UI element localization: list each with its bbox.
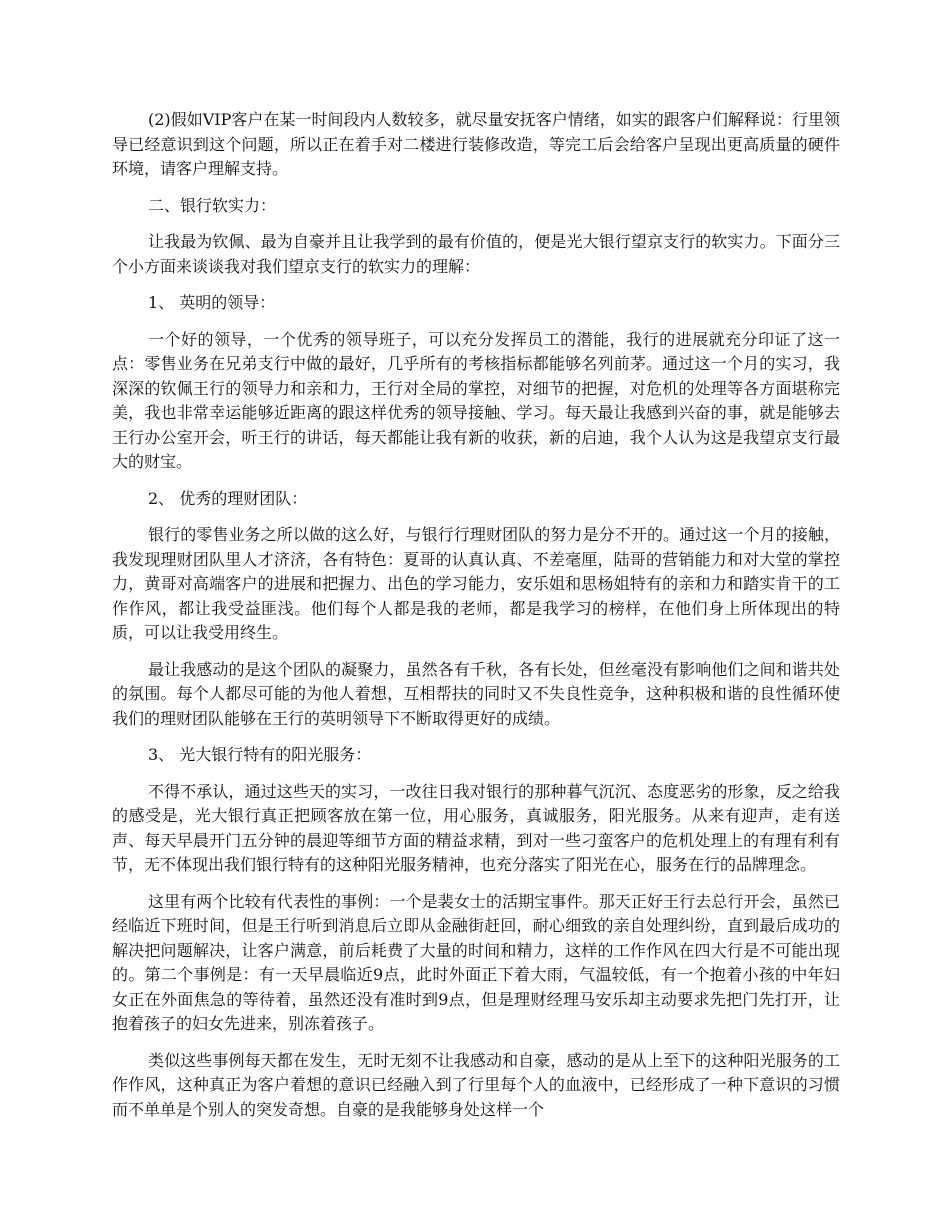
paragraph-sunshine-service: 不得不承认，通过这些天的实习，一改往日我对银行的那种暮气沉沉、态度恶劣的形象，反之给我的感受是，光大银行真正把顾客放在第一位，用心服务，真诚服务，阳光服务。从来有迎声，走有送声、每天早晨开门五分钟的晨迎等细节方面的精益求精，到对一些刁蛮客户的危机处理上的有理有利有节，无不体现出我们银行特有的这种阳光服务精神，也充分落实了阳光在心，服务在行的品牌理念。 bbox=[112, 781, 840, 874]
subheading-finance-team: 2、 优秀的理财团队： bbox=[148, 488, 308, 508]
paragraph-examples: 这里有两个比较有代表性的事例：一个是裴女士的活期宝事件。那天正好王行去总行开会，虽然已经临近下班时间，但是王行听到消息后立即从金融街赶回，耐心细致的亲自处理纠纷，直到最后成功的解决把问题解决，让客户满意，前后耗费了大量的时间和精力，这样的工作作风在四大行是不可能出现的。第二个事例是：有一天早晨临近9点，此时外面正下着大雨，气温较低，有一个抱着小孩的中年妇女正在外面焦急的等待着，虽然还没有准时到9点，但是理财经理马安乐却主动要求先把门先打开，让抱着孩子的妇女先进来，别冻着孩子。 bbox=[112, 891, 840, 1033]
document-page bbox=[112, 108, 840, 1134]
paragraph-team-cohesion: 最让我感动的是这个团队的凝聚力，虽然各有千秋，各有长处，但丝毫没有影响他们之间和谐共处的氛围。每个人都尽可能的为他人着想，互相帮扶的同时又不失良性竞争，这种积极和谐的良性循环使我们的理财团队能够在王行的英明领导下不断取得更好的成绩。 bbox=[112, 659, 840, 728]
section-heading-soft-power: 二、银行软实力： bbox=[148, 195, 277, 215]
paragraph-vip-customers: (2)假如VIP客户在某一时间段内人数较多，就尽量安抚客户情绪，如实的跟客户们解释说：行里领导已经意识到这个问题，所以正在着手对二楼进行装修改造，等完工后会给客户呈现出更高质量的硬件环境，请客户理解支持。 bbox=[112, 110, 840, 178]
subheading-leadership: 1、 英明的领导： bbox=[148, 293, 276, 312]
paragraph-leadership: 一个好的领导，一个优秀的领导班子，可以充分发挥员工的潜能，我行的进展就充分印证了这一点：零售业务在兄弟支行中做的最好，几乎所有的考核指标都能够名列前茅。通过这一个月的实习，我深深的钦佩王行的领导力和亲和力，王行对全局的掌控，对细节的把握，对危机的处理等各方面堪称完美，我也非常幸运能够近距离的跟这样优秀的领导接触、学习。每天最让我感到兴奋的事，就是能够去王行办公室开会，听王行的讲话，每天都能让我有新的收获，新的启迪，我个人认为这是我望京支行最大的财宝。 bbox=[112, 329, 840, 471]
paragraph-soft-power-intro: 让我最为钦佩、最为自豪并且让我学到的最有价值的，便是光大银行望京支行的软实力。下面分三个小方面来谈谈我对我们望京支行的软实力的理解： bbox=[112, 232, 840, 276]
paragraph-daily-events: 类似这些事例每天都在发生，无时无刻不让我感动和自豪，感动的是从上至下的这种阳光服务的工作作风，这种真正为客户着想的意识已经融入到了行里每个人的血液中，已经形成了一种下意识的习惯而不单单是个别人的突发奇想。自豪的是我能够身处这样一个 bbox=[112, 1050, 840, 1119]
subheading-sunshine-service: 3、 光大银行特有的阳光服务： bbox=[148, 745, 372, 764]
paragraph-finance-team: 银行的零售业务之所以做的这么好，与银行行理财团队的努力是分不开的。通过这一个月的接触，我发现理财团队里人才济济，各有特色：夏哥的认真认真、不差毫厘，陆哥的营销能力和对大堂的掌控力，黄哥对高端客户的进展和把握力、出色的学习能力，安乐姐和思杨姐特有的亲和力和踏实肯干的工作作风，都让我受益匪浅。他们每个人都是我的老师，都是我学习的榜样，在他们身上所体现出的特质，可以让我受用终生。 bbox=[112, 525, 840, 642]
